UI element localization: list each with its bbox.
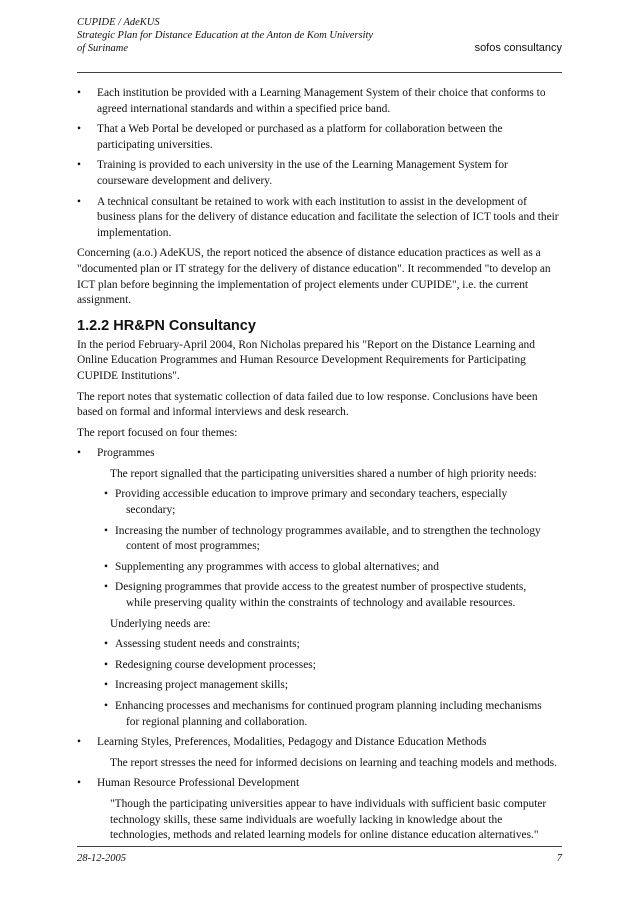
underlying-need-item-text: Assessing student needs and constraints; (115, 638, 300, 651)
underlying-need-item-text: Increasing project management skills; (115, 679, 289, 692)
bullet-icon: • (77, 195, 81, 208)
need-item-text: Providing accessible education to improve primary and secondary teachers, especially (115, 488, 508, 501)
theme-programmes-intro: The report signalled that the participating universities shared a number of high priority needs: (110, 467, 537, 480)
theme-title: Human Resource Professional Development (97, 777, 300, 790)
theme-title: Programmes (97, 447, 155, 460)
need-item-text: Supplementing any programmes with access to global alternatives; and (115, 560, 439, 573)
underlying-need-item-text: Redesigning course development processes; (115, 658, 316, 671)
need-item-continuation: content of most programmes; (126, 540, 260, 553)
sub-bullet-icon: • (104, 679, 108, 692)
theme-hr-development (77, 776, 562, 792)
header-brand: sofos consultancy (474, 42, 562, 54)
theme-programmes (77, 446, 562, 462)
sub-bullet-icon: • (104, 638, 108, 651)
sub-bullet-icon: • (104, 560, 108, 573)
sub-bullet-icon: • (104, 700, 108, 712)
underlying-need-item-continuation: for regional planning and collaboration. (126, 715, 308, 728)
need-item-continuation: secondary; (126, 504, 176, 517)
sub-bullet-icon: • (104, 581, 108, 594)
underlying-list (77, 637, 562, 730)
header-title: Strategic Plan for Distance Education at the Anton de Kom University (77, 30, 374, 41)
bullet-icon: • (77, 87, 81, 99)
sub-bullet-icon: • (104, 658, 108, 671)
need-item (104, 524, 562, 555)
recommendation-text: That a Web Portal be developed or purchased as a platform for collaboration between the participating universities. (97, 123, 503, 151)
recommendation-item (77, 86, 562, 117)
bullet-icon: • (77, 123, 81, 136)
sub-bullet-icon: • (104, 524, 108, 537)
bullet-icon: • (77, 159, 81, 172)
paragraph-period: In the period February-April 2004, Ron Nicholas prepared his "Report on the Distance Learning and Online Education Programmes and Human Resource Development Requirements for Participating CUPIDE Institutions". (77, 338, 535, 382)
theme-learning-styles (77, 735, 562, 751)
bullet-icon: • (77, 777, 81, 790)
recommendation-text: Training is provided to each university in the use of the Learning Management System for courseware development and delivery. (97, 159, 508, 187)
recommendation-list (77, 86, 562, 241)
section-heading: 1.2.2 HR&PN Consultancy (77, 317, 256, 334)
needs-list (77, 487, 562, 611)
underlying-label: Underlying needs are: (110, 617, 211, 630)
theme-hr-development-quote: "Though the participating universities appear to have individuals with sufficient basic computer technology skills, these same individuals are woefully lacking in knowledge about the technologies, methods and related learning models for online distance education alternatives." (110, 797, 547, 842)
underlying-need-item (104, 637, 562, 653)
page-footer (77, 853, 562, 864)
underlying-need-item-text: Enhancing processes and mechanisms for continued program planning including mechanisms (115, 700, 542, 712)
footer-date: 28-12-2005 (77, 853, 126, 864)
need-item-text: Increasing the number of technology programmes available, and to strengthen the technology (115, 524, 541, 537)
header-rule (77, 72, 562, 73)
paragraph-notes: The report notes that systematic collection of data failed due to low response. Conclusions have been based on formal and informal interviews and desk research. (77, 390, 538, 419)
paragraph-concerning: Concerning (a.o.) AdeKUS, the report noticed the absence of distance education practices as well as a "documented plan or IT strategy for the delivery of distance education". It recommended "to develop an ICT plan before beginning the implementation of project elements under CUPIDE", i.e. the current assignment. (77, 247, 551, 307)
recommendation-text: A technical consultant be retained to work with each institution to assist in the development of business plans for the delivery of distance education and facilitate the selection of ICT tools and their implementation. (97, 195, 559, 239)
recommendation-item (77, 122, 562, 153)
sub-bullet-icon: • (104, 488, 108, 501)
header-project: CUPIDE / AdeKUS (77, 17, 160, 28)
underlying-need-item (104, 699, 562, 730)
bullet-icon: • (77, 736, 81, 749)
theme-title: Learning Styles, Preferences, Modalities, Pedagogy and Distance Education Methods (97, 736, 487, 749)
recommendation-item (77, 158, 562, 189)
underlying-need-item (104, 678, 562, 694)
need-item-text: Designing programmes that provide access to the greatest number of prospective students, (115, 581, 527, 594)
recommendation-text: Each institution be provided with a Learning Management System of their choice that conforms to agreed international standards and within a specified price band. (97, 87, 546, 115)
header-title-cont: of Suriname (77, 43, 129, 54)
recommendation-item (77, 195, 562, 242)
need-item (104, 580, 562, 611)
bullet-icon: • (77, 447, 81, 460)
footer-rule (77, 846, 562, 847)
need-item-continuation: while preserving quality within the constraints of technology and available resources. (126, 597, 516, 610)
page-header (77, 16, 562, 55)
page-body (77, 86, 562, 849)
need-item (104, 560, 562, 576)
underlying-need-item (104, 658, 562, 674)
page-number: 7 (556, 853, 562, 864)
theme-learning-styles-text: The report stresses the need for informed decisions on learning and teaching models and methods. (110, 756, 557, 769)
need-item (104, 487, 562, 518)
paragraph-focused: The report focused on four themes: (77, 426, 238, 439)
